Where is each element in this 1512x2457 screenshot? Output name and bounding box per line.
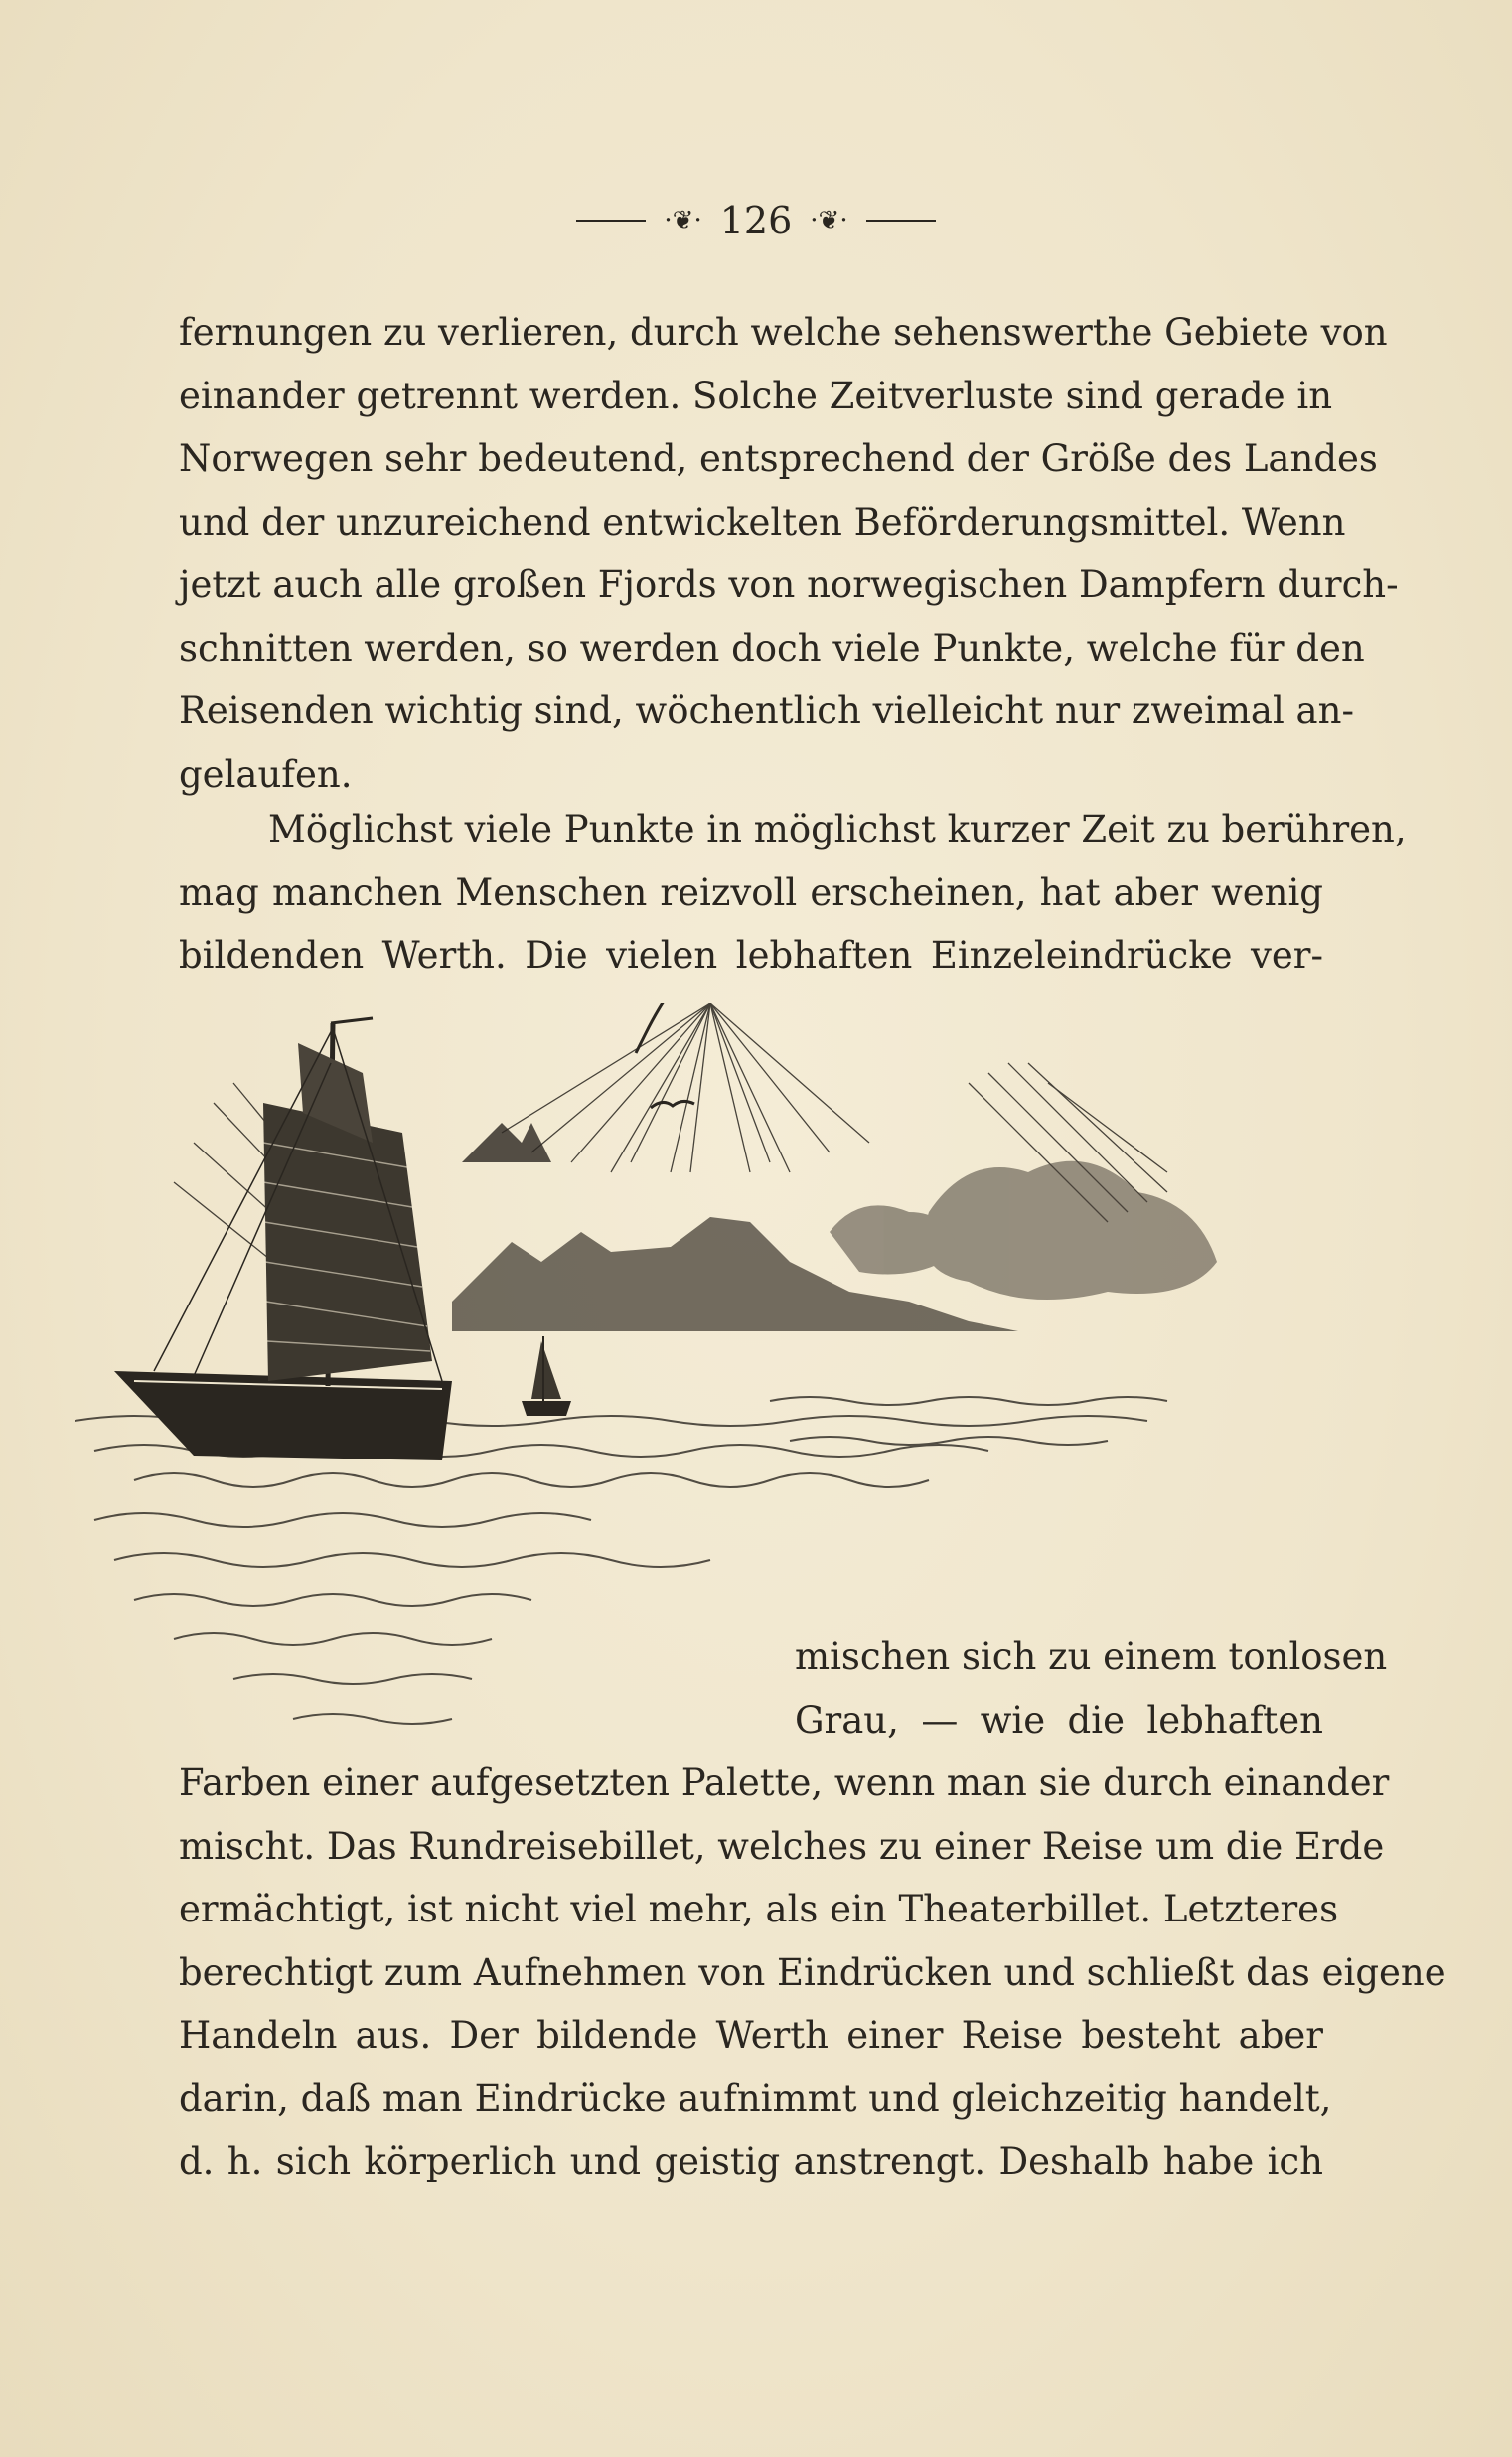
text-line: Farben einer aufgesetzten Palette, wenn man sie durch einander xyxy=(179,1762,1390,1804)
text-line: Grau, — wie die lebhaften xyxy=(795,1698,1323,1742)
text-line: einander getrennt werden. Solche Zeitverluste sind gerade in xyxy=(179,374,1333,417)
ornament-left-icon: ·❦· xyxy=(664,206,702,235)
text-line: mischt. Das Rundreisebillet, welches zu einer Reise um die Erde xyxy=(179,1824,1385,1868)
text-line: jetzt auch alle großen Fjords von norwegischen Dampfern durch- xyxy=(179,563,1399,606)
text-line: berechtigt zum Aufnehmen von Eindrücken und schließt das eigene xyxy=(179,1950,1446,1994)
text-line: darin, daß man Eindrücke aufnimmt und gleichzeitig handelt, xyxy=(179,2076,1332,2120)
text-line: ermächtigt, ist nicht viel mehr, als ein Theaterbillet. Letzteres xyxy=(179,1888,1339,1930)
text-line: Norwegen sehr bedeutend, entsprechend der Größe des Landes xyxy=(179,437,1378,480)
paragraph-4 xyxy=(179,1752,1446,2194)
paragraph-2 xyxy=(179,798,1407,988)
header-rule-left xyxy=(576,220,646,222)
paragraph-1 xyxy=(179,301,1399,806)
text-line: mischen sich zu einem tonlosen xyxy=(795,1635,1388,1678)
text-line: bildenden Werth. Die vielen lebhaften Einzeleindrücke ver- xyxy=(179,934,1323,977)
text-line: mag manchen Menschen reizvoll erscheinen, hat aber wenig xyxy=(179,870,1323,914)
text-line: gelaufen. xyxy=(179,752,353,796)
page-header xyxy=(0,199,1512,242)
text-line: Handeln aus. Der bildende Werth einer Reise besteht aber xyxy=(179,2014,1323,2057)
text-line: Reisenden wichtig sind, wöchentlich vielleicht nur zweimal an- xyxy=(179,690,1354,732)
text-line: schnitten werden, so werden doch viele Punkte, welche für den xyxy=(179,626,1365,670)
paragraph-3 xyxy=(795,1625,1388,1752)
text-line: d. h. sich körperlich und geistig anstrengt. Deshalb habe ich xyxy=(179,2140,1323,2183)
text-line: Möglichst viele Punkte in möglichst kurzer Zeit zu berühren, xyxy=(268,808,1407,850)
header-rule-right xyxy=(866,220,936,222)
page-number: 126 xyxy=(719,199,793,242)
ornament-right-icon: ·❦· xyxy=(810,206,848,235)
text-line: fernungen zu verlieren, durch welche sehenswerthe Gebiete von xyxy=(179,311,1388,354)
text-line: und der unzureichend entwickelten Beförderungsmittel. Wenn xyxy=(179,500,1346,543)
